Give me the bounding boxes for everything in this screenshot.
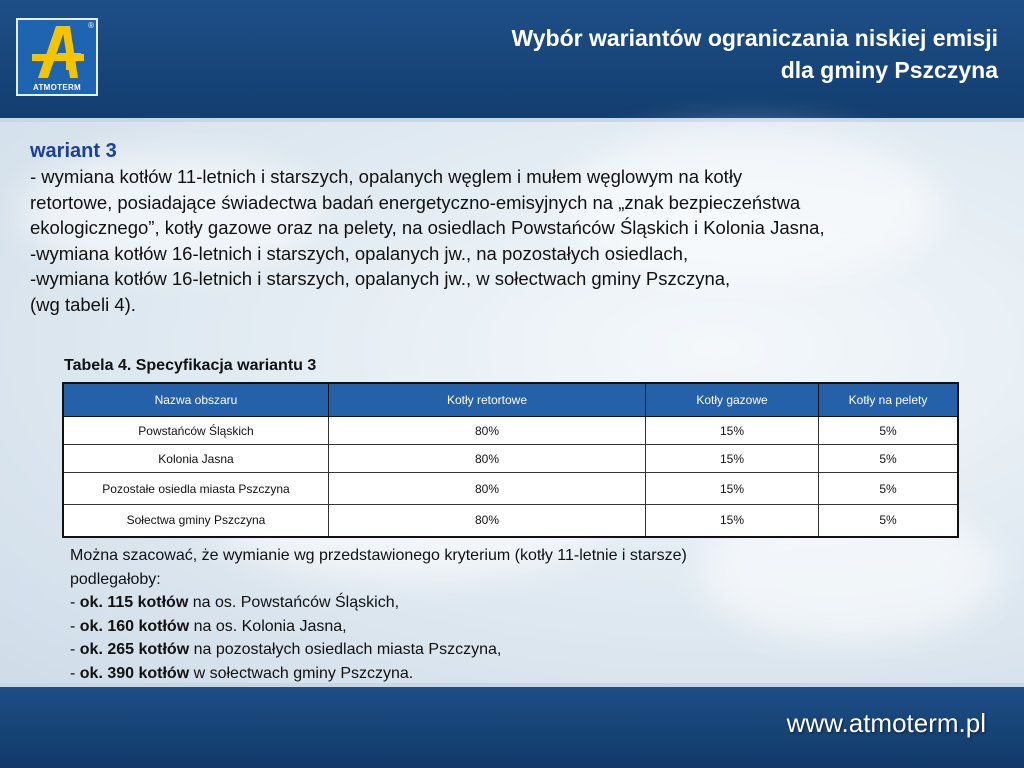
- variant-description: [30, 138, 1010, 317]
- summary-item: [70, 662, 970, 686]
- summary-item: [70, 615, 970, 639]
- summary-text: [70, 544, 970, 685]
- description-line: retortowe, posiadające świadectwa badań energetyczno-emisyjnych na „znak bezpieczeństwa: [30, 191, 801, 213]
- atmoterm-logo: [16, 18, 98, 96]
- summary-line: podlegałoby:: [70, 570, 161, 588]
- summary-line: Można szacować, że wymianie wg przedstawionego kryterium (kotły 11-letnie i starsze): [70, 547, 687, 564]
- spec-table: [62, 382, 959, 538]
- summary-item-location: na os. Powstańców Śląskich,: [188, 594, 400, 611]
- summary-item-count: ok. 115 kotłów: [79, 594, 189, 611]
- column-header: Kotły gazowe: [646, 383, 819, 417]
- table-cell: 15%: [646, 417, 819, 445]
- table-cell: Powstańców Śląskich: [63, 417, 329, 445]
- registered-mark: ®: [88, 21, 94, 30]
- summary-item-count: ok. 390 kotłów: [79, 664, 190, 682]
- summary-item: [70, 638, 970, 662]
- variant-title: wariant 3: [30, 140, 117, 162]
- page-title: [358, 22, 998, 86]
- website-url: www.atmoterm.pl: [786, 708, 986, 738]
- title-line-2: dla gminy Pszczyna: [780, 57, 998, 83]
- column-header: Nazwa obszaru: [63, 383, 329, 417]
- description-line: -wymiana kotłów 16-letnich i starszych, opalanych jw., na pozostałych osiedlach,: [30, 242, 689, 264]
- table-caption: Tabela 4. Specyfikacja wariantu 3: [64, 357, 317, 374]
- table-row: [63, 505, 958, 537]
- summary-item-prefix: -: [70, 594, 80, 611]
- table-header-row: [63, 383, 958, 417]
- table-row: [63, 473, 958, 505]
- summary-item-prefix: -: [70, 617, 80, 635]
- table-cell: 15%: [646, 445, 819, 473]
- summary-item-count: ok. 265 kotłów: [79, 641, 190, 658]
- summary-item-prefix: -: [70, 664, 80, 682]
- table-cell: 5%: [819, 445, 959, 473]
- description-line: ekologicznego”, kotły gazowe oraz na pelety, na osiedlach Powstańców Śląskich i Kolonia Jasna,: [30, 217, 825, 238]
- description-line: - wymiana kotłów 11-letnich i starszych, opalanych węglem i mułem węglowym na kotły: [30, 166, 743, 187]
- table-row: [63, 445, 958, 473]
- column-header: Kotły retortowe: [329, 383, 646, 417]
- table-cell: 80%: [329, 473, 646, 505]
- summary-item-location: na os. Kolonia Jasna,: [189, 617, 347, 635]
- title-line-1: Wybór wariantów ograniczania niskiej emisji: [511, 25, 998, 51]
- summary-item-count: ok. 160 kotłów: [79, 617, 190, 635]
- table-cell: 5%: [819, 505, 959, 537]
- table-cell: 80%: [329, 505, 646, 537]
- table-cell: 5%: [819, 417, 959, 445]
- description-line: (wg tabeli 4).: [30, 293, 136, 315]
- table-cell: 5%: [819, 473, 959, 505]
- column-header: Kotły na pelety: [819, 383, 959, 417]
- summary-item-location: w sołectwach gminy Pszczyna.: [189, 664, 414, 682]
- table-cell: Pozostałe osiedla miasta Pszczyna: [63, 473, 329, 505]
- summary-item-location: na pozostałych osiedlach miasta Pszczyna,: [189, 641, 502, 658]
- table-cell: Sołectwa gminy Pszczyna: [63, 505, 329, 537]
- table-cell: 80%: [329, 445, 646, 473]
- table-cell: 80%: [329, 417, 646, 445]
- logo-wordmark: ATMOTERM: [32, 83, 82, 92]
- table-cell: 15%: [646, 505, 819, 537]
- description-line: -wymiana kotłów 16-letnich i starszych, opalanych jw., w sołectwach gminy Pszczyna,: [30, 268, 731, 289]
- summary-item: [70, 591, 970, 615]
- table-row: [63, 417, 958, 445]
- table-cell: Kolonia Jasna: [63, 445, 329, 473]
- summary-item-prefix: -: [70, 641, 80, 658]
- table-cell: 15%: [646, 473, 819, 505]
